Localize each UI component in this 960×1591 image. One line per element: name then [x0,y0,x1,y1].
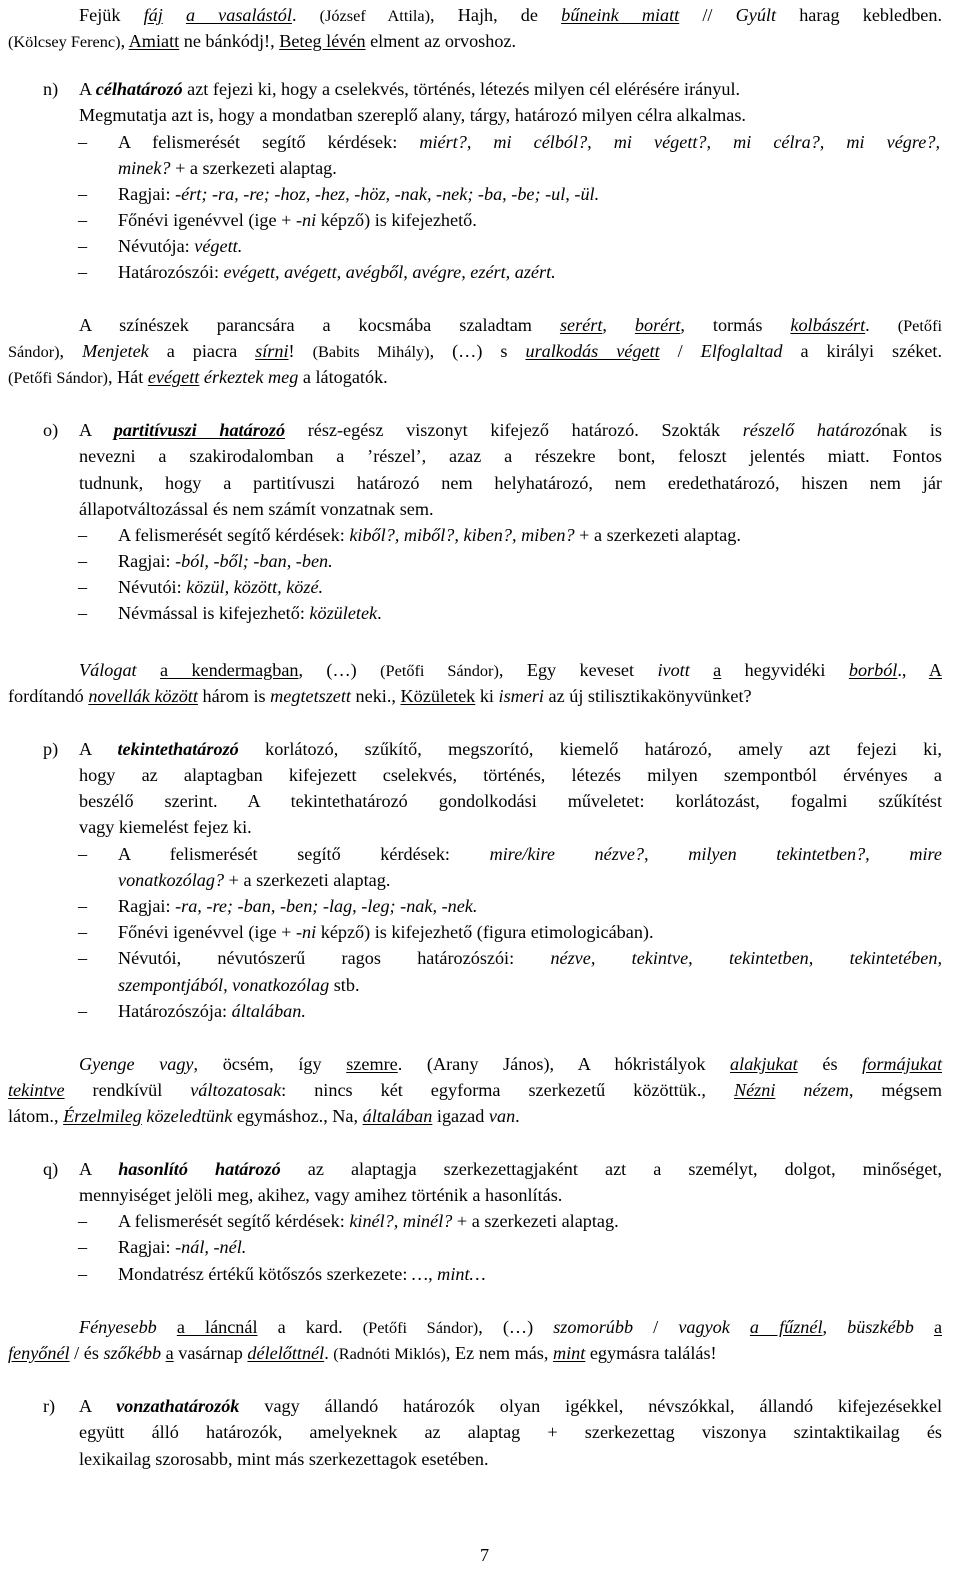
example-line: Fejük fáj a vasalástól. (József Attila), Hajh, de bűneink miatt // Gyúlt harag kebledben. [79,5,943,25]
paragraph-line: A tekintethatározó korlátozó, szűkítő, megszorító, kiemelő határozó, amely azt fejezi ki, [79,739,942,759]
section-marker: o) [43,420,59,440]
bullet-item: – Ragjai: -ért; -ra, -re; -hoz, -hez, -höz, -nak, -nek; -ba, -be; -ul, -ül. [118,183,599,205]
bullet-item: – Névutói: közül, között, közé. [118,576,323,598]
paragraph-line: A hasonlító határozó az alaptagja szerkezettagjaként azt a személyt, dolgot, minőséget, [79,1159,943,1179]
paragraph-line: Megmutatja azt is, hogy a mondatban szereplő alany, tárgy, határozó milyen célra alkalmas. [79,105,746,125]
example-line: A színészek parancsára a kocsmába szaladtam serért, borért, tormás kolbászért. (Petőfi [79,315,943,335]
bullet-item: – Határozószója: általában. [118,1000,306,1022]
bullet-item: – A felismerését segítő kérdések: miért?, mi célból?, mi végett?, mi célra?, mi végre?, [118,131,940,153]
example-line: Fényesebb a láncnál a kard. (Petőfi Sándor), (…) szomorúbb / vagyok a fűznél, büszkébb a [79,1317,943,1337]
paragraph-line: együtt álló határozók, amelyeknek az alaptag + szerkezettag viszonya szintaktikailag és [79,1422,942,1442]
example-line: fordítandó novellák között három is megtetszett neki., Közületek ki ismeri az új stilisztikakönyvünket? [8,686,752,706]
section-marker: q) [43,1159,59,1179]
bullet-item: – Névutója: végett. [118,235,242,257]
example-line: fenyőnél / és szőkébb a vasárnap délelőttnél. (Radnóti Miklós), Ez nem más, mint egymásra találás! [8,1343,717,1363]
section-marker: n) [43,79,59,99]
bullet-item: – Névutói, névutószerű ragos határozószói: nézve, tekintve, tekintetben, tekintetében, [118,947,942,969]
paragraph-line: A célhatározó azt fejezi ki, hogy a cselekvés, történés, létezés milyen cél elérésére irányul. [79,79,741,99]
bullet-item: – Ragjai: -ból, -ből; -ban, -ben. [118,550,333,572]
bullet-item: – A felismerését segítő kérdések: kinél?, minél? + a szerkezeti alaptag. [118,1210,619,1232]
paragraph-line: állapotváltozással és nem számít vonzatnak sem. [79,499,434,519]
example-line: Válogat a kendermagban, (…) (Petőfi Sándor), Egy keveset ivott a hegyvidéki borból., A [79,660,942,680]
paragraph-line: A vonzathatározók vagy állandó határozók olyan igékkel, névszókkal, állandó kifejezésekkel [79,1396,942,1416]
paragraph-line: A partitívuszi határozó rész-egész viszonyt kifejező határozó. Szokták részelő határozónak is [79,420,942,440]
bullet-item: – Határozószói: evégett, avégett, avégből, avégre, ezért, azért. [118,261,556,283]
paragraph-line: vagy kiemelést fejez ki. [79,817,252,837]
paragraph-line: hogy az alaptagban kifejezett cselekvés, történés, létezés milyen szempontból érvényes a [79,765,942,785]
paragraph-line: nevezni a szakirodalomban a ’részel’, azaz a részekre bont, feloszt jelentés miatt. Fontos [79,446,942,466]
example-line: (Kölcsey Ferenc), Amiatt ne bánkódj!, Beteg lévén elment az orvoshoz. [8,31,517,51]
example-line: tekintve rendkívül változatosak: nincs két egyforma szerkezetű közöttük., Nézni nézem, mégsem [8,1080,942,1100]
bullet-item: – Névmással is kifejezhető: közületek. [118,602,382,624]
bullet-item: – Mondatrész értékű kötőszós szerkezete: …, mint… [118,1263,486,1285]
bullet-item: – Főnévi igenévvel (ige + -ni képző) is kifejezhető (figura etimologicában). [118,921,654,943]
paragraph-line: mennyiséget jelöli meg, akihez, vagy amihez történik a hasonlítás. [79,1185,563,1205]
paragraph-line: lexikailag szorosabb, mint más szerkezettagok esetében. [79,1449,489,1469]
paragraph-line: tudnunk, hogy a partitívuszi határozó nem helyhatározó, nem eredethatározó, hiszen nem jár [79,473,942,493]
bullet-item: – A felismerését segítő kérdések: mire/kire nézve?, milyen tekintetben?, mire [118,843,942,865]
paragraph-line: beszélő szerint. A tekintethatározó gondolkodási műveletet: korlátozást, fogalmi szűkítést [79,791,942,811]
page-number: 7 [480,1545,490,1565]
bullet-continuation: vonatkozólag? + a szerkezeti alaptag. [118,870,391,890]
section-marker: p) [43,739,59,759]
bullet-item: – A felismerését segítő kérdések: kiből?, miből?, kiben?, miben? + a szerkezeti alaptag. [118,524,741,546]
bullet-item: – Ragjai: -nál, -nél. [118,1236,246,1258]
bullet-continuation: szempontjából, vonatkozólag stb. [118,975,360,995]
example-line: látom., Érzelmileg közeledtünk egymáshoz., Na, általában igazad van. [8,1106,520,1126]
section-marker: r) [43,1396,56,1416]
bullet-item: – Ragjai: -ra, -re; -ban, -ben; -lag, -leg; -nak, -nek. [118,895,477,917]
bullet-item: – Főnévi igenévvel (ige + -ni képző) is kifejezhető. [118,209,477,231]
bullet-continuation: minek? + a szerkezeti alaptag. [118,158,337,178]
example-line: Sándor), Menjetek a piacra sírni! (Babits Mihály), (…) s uralkodás végett / Elfoglaltad a királyi széket. [8,341,942,361]
example-line: Gyenge vagy, öcsém, így szemre. (Arany János), A hókristályok alakjukat és formájukat [79,1054,942,1074]
example-line: (Petőfi Sándor), Hát evégett érkeztek meg a látogatók. [8,367,388,387]
